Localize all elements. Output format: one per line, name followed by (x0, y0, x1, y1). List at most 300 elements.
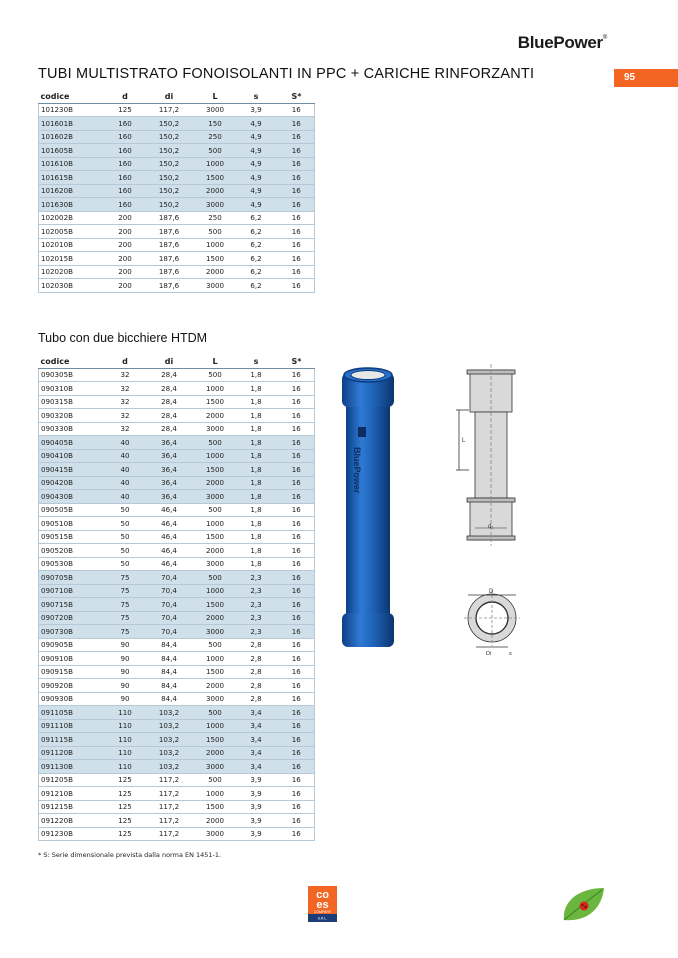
table-cell: 2000 (197, 476, 234, 490)
spec-table-multistrato (38, 90, 315, 293)
table-row (39, 184, 315, 198)
table-cell: 150,2 (142, 130, 197, 144)
table-cell: 1500 (197, 800, 234, 814)
column-header-1: d (109, 355, 142, 368)
table-cell: 091130B (39, 760, 109, 774)
table-cell: 32 (109, 382, 142, 396)
table-row (39, 760, 315, 774)
table-cell: 102015B (39, 252, 109, 266)
table-cell: 090405B (39, 436, 109, 450)
table-cell: 2,3 (234, 571, 279, 585)
table-cell: 090330B (39, 422, 109, 436)
leaf-ladybug-icon (560, 884, 606, 924)
table-cell: 40 (109, 449, 142, 463)
table-cell: 16 (279, 679, 315, 693)
section2-title: Tubo con due bicchiere HTDM (38, 331, 208, 345)
pipe-body (346, 387, 390, 627)
table-cell: 102002B (39, 211, 109, 225)
table-cell: 117,2 (142, 787, 197, 801)
table-cell: 32 (109, 395, 142, 409)
table-cell: 1000 (197, 517, 234, 531)
table-cell: 1500 (197, 530, 234, 544)
table-cell: 110 (109, 746, 142, 760)
table-cell: 125 (109, 800, 142, 814)
table-cell: 32 (109, 422, 142, 436)
table-cell: 16 (279, 692, 315, 706)
table-cell: 2,8 (234, 665, 279, 679)
table-cell: 1,8 (234, 395, 279, 409)
table-row (39, 814, 315, 828)
coes-logo-line1: co (316, 889, 329, 901)
table-row (39, 679, 315, 693)
table-row (39, 503, 315, 517)
table-cell: 4,9 (234, 171, 279, 185)
table-cell: 3,4 (234, 706, 279, 720)
table-cell: 70,4 (142, 598, 197, 612)
brand-logo (518, 33, 607, 53)
table-cell: 150,2 (142, 184, 197, 198)
table-cell: 4,9 (234, 117, 279, 131)
table-cell: 16 (279, 171, 315, 185)
drawing-label-s: s (509, 651, 512, 657)
table-cell: 3,9 (234, 787, 279, 801)
coes-logo-line2: es (316, 899, 329, 911)
table-cell: 46,4 (142, 530, 197, 544)
table-cell: 90 (109, 679, 142, 693)
table-cell: 103,2 (142, 733, 197, 747)
column-header-0: codice (39, 355, 109, 368)
table-cell: 110 (109, 706, 142, 720)
table-cell: 500 (197, 773, 234, 787)
table-cell: 16 (279, 382, 315, 396)
column-header-1: d (109, 90, 142, 103)
table-row (39, 252, 315, 266)
table-cell: 1000 (197, 787, 234, 801)
drawing-cross-section (464, 590, 520, 647)
table-cell: 101630B (39, 198, 109, 212)
table-cell: 4,9 (234, 198, 279, 212)
table-cell: 36,4 (142, 490, 197, 504)
table-cell: 117,2 (142, 103, 197, 117)
table-row (39, 733, 315, 747)
table-cell: 110 (109, 733, 142, 747)
table-cell: 3000 (197, 827, 234, 841)
table-cell: 090915B (39, 665, 109, 679)
table-cell: 6,2 (234, 211, 279, 225)
table-cell: 16 (279, 517, 315, 531)
table-cell: 16 (279, 211, 315, 225)
table-cell: 75 (109, 625, 142, 639)
table-cell: 16 (279, 422, 315, 436)
table-row (39, 746, 315, 760)
table-cell: 50 (109, 517, 142, 531)
table-cell: 70,4 (142, 625, 197, 639)
table-cell: 090905B (39, 638, 109, 652)
table-cell: 090410B (39, 449, 109, 463)
table-cell: 500 (197, 225, 234, 239)
table-cell: 101620B (39, 184, 109, 198)
drawing-side-view (456, 364, 515, 546)
table-cell: 1,8 (234, 530, 279, 544)
table-cell: 2,8 (234, 679, 279, 693)
brand-name: BluePower (517, 33, 603, 52)
table-cell: 1500 (197, 171, 234, 185)
table-cell: 1500 (197, 665, 234, 679)
table-row (39, 692, 315, 706)
table-cell: 16 (279, 638, 315, 652)
table-cell: 101615B (39, 171, 109, 185)
table-cell: 6,2 (234, 238, 279, 252)
table-cell: 2000 (197, 679, 234, 693)
table-cell: 2000 (197, 409, 234, 423)
table-cell: 103,2 (142, 746, 197, 760)
table-cell: 090930B (39, 692, 109, 706)
table-cell: 160 (109, 144, 142, 158)
table-cell: 36,4 (142, 449, 197, 463)
table-cell: 50 (109, 503, 142, 517)
table-cell: 16 (279, 157, 315, 171)
table-cell: 102020B (39, 265, 109, 279)
table-cell: 90 (109, 692, 142, 706)
section1-title: TUBI MULTISTRATO FONOISOLANTI IN PPC + CARICHE RINFORZANTI (38, 66, 535, 82)
coes-logo-line3: COMPANY (313, 910, 332, 914)
table-cell: 16 (279, 719, 315, 733)
table-cell: 2000 (197, 544, 234, 558)
table-cell: 101230B (39, 103, 109, 117)
table-cell: 32 (109, 409, 142, 423)
table-cell: 1,8 (234, 409, 279, 423)
table-cell: 187,6 (142, 279, 197, 293)
table-cell: 16 (279, 760, 315, 774)
table-cell: 32 (109, 368, 142, 382)
table-cell: 28,4 (142, 409, 197, 423)
table-cell: 3,9 (234, 773, 279, 787)
table-row (39, 571, 315, 585)
table-row (39, 463, 315, 477)
table-cell: 187,6 (142, 211, 197, 225)
table-cell: 16 (279, 746, 315, 760)
table-row (39, 395, 315, 409)
table-cell: 2,3 (234, 611, 279, 625)
table-row (39, 436, 315, 450)
table-cell: 2000 (197, 265, 234, 279)
table-cell: 090920B (39, 679, 109, 693)
table-row (39, 130, 315, 144)
table-cell: 187,6 (142, 252, 197, 266)
table-cell: 200 (109, 211, 142, 225)
table-cell: 84,4 (142, 638, 197, 652)
table-cell: 1000 (197, 449, 234, 463)
table-row (39, 557, 315, 571)
table-cell: 090430B (39, 490, 109, 504)
table-cell: 75 (109, 598, 142, 612)
table-cell: 1,8 (234, 382, 279, 396)
table-cell: 090910B (39, 652, 109, 666)
table-cell: 125 (109, 103, 142, 117)
table-cell: 200 (109, 238, 142, 252)
table-cell: 16 (279, 530, 315, 544)
table-cell: 16 (279, 476, 315, 490)
table-row (39, 706, 315, 720)
table-cell: 091110B (39, 719, 109, 733)
table-cell: 150,2 (142, 144, 197, 158)
table-cell: 102010B (39, 238, 109, 252)
table-cell: 1,8 (234, 490, 279, 504)
table-cell: 16 (279, 144, 315, 158)
table-row (39, 171, 315, 185)
table-cell: 16 (279, 773, 315, 787)
table-cell: 70,4 (142, 584, 197, 598)
table-cell: 3000 (197, 760, 234, 774)
table-cell: 150,2 (142, 198, 197, 212)
table-cell: 4,9 (234, 157, 279, 171)
table-cell: 70,4 (142, 611, 197, 625)
table-cell: 150,2 (142, 117, 197, 131)
table-cell: 16 (279, 463, 315, 477)
table-cell: 1,8 (234, 557, 279, 571)
table-cell: 1,8 (234, 544, 279, 558)
table-header-row (39, 90, 315, 103)
table-cell: 1500 (197, 252, 234, 266)
table-cell: 3,9 (234, 800, 279, 814)
table-row (39, 422, 315, 436)
table-cell: 16 (279, 265, 315, 279)
column-header-4: s (234, 90, 279, 103)
table-cell: 16 (279, 598, 315, 612)
table-cell: 090505B (39, 503, 109, 517)
table-cell: 103,2 (142, 706, 197, 720)
table-cell: 3000 (197, 198, 234, 212)
table-cell: 46,4 (142, 544, 197, 558)
table-cell: 3,9 (234, 103, 279, 117)
table-cell: 6,2 (234, 265, 279, 279)
table-cell: 50 (109, 557, 142, 571)
table-row (39, 238, 315, 252)
table-row (39, 773, 315, 787)
pipe-print-mark (358, 427, 366, 437)
table-cell: 16 (279, 503, 315, 517)
table-cell: 200 (109, 252, 142, 266)
table-cell: 2000 (197, 814, 234, 828)
table-cell: 150 (197, 117, 234, 131)
table-cell: 1,8 (234, 517, 279, 531)
column-header-0: codice (39, 90, 109, 103)
table-cell: 4,9 (234, 130, 279, 144)
drawing-label-L: L (462, 438, 466, 444)
table-row (39, 625, 315, 639)
table-row (39, 719, 315, 733)
table-cell: 160 (109, 171, 142, 185)
table-cell: 16 (279, 184, 315, 198)
table-cell: 1,8 (234, 368, 279, 382)
table-cell: 090520B (39, 544, 109, 558)
footnote: * S: Serie dimensionale prevista dalla norma EN 1451-1. (38, 851, 222, 859)
pipe-print-text: BluePower (352, 447, 362, 494)
table-row (39, 409, 315, 423)
table-cell: 16 (279, 544, 315, 558)
table-cell: 500 (197, 571, 234, 585)
table-cell: 16 (279, 787, 315, 801)
table-cell: 1,8 (234, 503, 279, 517)
table-cell: 36,4 (142, 463, 197, 477)
table-cell: 3000 (197, 625, 234, 639)
technical-drawing (455, 362, 530, 662)
table-cell: 16 (279, 625, 315, 639)
table-cell: 16 (279, 706, 315, 720)
table-row (39, 198, 315, 212)
table-row (39, 652, 315, 666)
table-cell: 84,4 (142, 665, 197, 679)
table-cell: 3000 (197, 490, 234, 504)
table-row (39, 279, 315, 293)
table-cell: 102030B (39, 279, 109, 293)
column-header-4: s (234, 355, 279, 368)
pipe-product-photo (338, 365, 402, 655)
table-cell: 091205B (39, 773, 109, 787)
table-cell: 2,8 (234, 692, 279, 706)
table-row (39, 368, 315, 382)
table-cell: 090420B (39, 476, 109, 490)
table-row (39, 530, 315, 544)
table-cell: 84,4 (142, 692, 197, 706)
table-cell: 1000 (197, 652, 234, 666)
table-cell: 46,4 (142, 517, 197, 531)
table-cell: 1000 (197, 157, 234, 171)
drawing-label-D: D (489, 589, 494, 595)
table-cell: 117,2 (142, 827, 197, 841)
table-row (39, 544, 315, 558)
table-cell: 187,6 (142, 238, 197, 252)
table-cell: 103,2 (142, 719, 197, 733)
table-row (39, 517, 315, 531)
column-header-5: S* (279, 355, 315, 368)
coes-logo-line4: S.R.L. (317, 916, 328, 921)
table-cell: 46,4 (142, 503, 197, 517)
table-row (39, 800, 315, 814)
table-row (39, 449, 315, 463)
table-cell: 16 (279, 198, 315, 212)
drawing-label-Di: Di (486, 651, 492, 657)
table-cell: 16 (279, 449, 315, 463)
table-cell: 16 (279, 733, 315, 747)
table-cell: 3,9 (234, 827, 279, 841)
table-cell: 090310B (39, 382, 109, 396)
table-cell: 16 (279, 395, 315, 409)
table-cell: 46,4 (142, 557, 197, 571)
table-cell: 16 (279, 117, 315, 131)
table-cell: 75 (109, 571, 142, 585)
table-cell: 3,4 (234, 760, 279, 774)
table-cell: 75 (109, 584, 142, 598)
table-cell: 16 (279, 827, 315, 841)
table-row (39, 598, 315, 612)
table-cell: 2000 (197, 746, 234, 760)
table-cell: 101602B (39, 130, 109, 144)
table-cell: 40 (109, 436, 142, 450)
table-cell: 90 (109, 665, 142, 679)
table-row (39, 638, 315, 652)
table-cell: 84,4 (142, 679, 197, 693)
pipe-bottom-socket (342, 613, 394, 647)
table-cell: 16 (279, 130, 315, 144)
table-cell: 1500 (197, 463, 234, 477)
table-cell: 125 (109, 814, 142, 828)
table-cell: 090730B (39, 625, 109, 639)
table-cell: 102005B (39, 225, 109, 239)
table-cell: 16 (279, 652, 315, 666)
table-cell: 16 (279, 103, 315, 117)
table-cell: 1,8 (234, 436, 279, 450)
table-cell: 2000 (197, 184, 234, 198)
table-cell: 090315B (39, 395, 109, 409)
table-cell: 28,4 (142, 395, 197, 409)
table-cell: 125 (109, 773, 142, 787)
table-cell: 500 (197, 638, 234, 652)
table-cell: 75 (109, 611, 142, 625)
table-cell: 50 (109, 530, 142, 544)
table-row (39, 103, 315, 117)
table-cell: 16 (279, 225, 315, 239)
table-row (39, 211, 315, 225)
table-cell: 2,3 (234, 625, 279, 639)
table-cell: 6,2 (234, 225, 279, 239)
table-cell: 160 (109, 184, 142, 198)
table-cell: 16 (279, 800, 315, 814)
table-cell: 3000 (197, 557, 234, 571)
table-cell: 16 (279, 368, 315, 382)
table-cell: 090305B (39, 368, 109, 382)
table-cell: 500 (197, 706, 234, 720)
table-cell: 117,2 (142, 773, 197, 787)
table-cell: 500 (197, 144, 234, 158)
table-cell: 1,8 (234, 476, 279, 490)
table-row (39, 584, 315, 598)
table-cell: 091220B (39, 814, 109, 828)
table-cell: 1000 (197, 719, 234, 733)
table-cell: 90 (109, 652, 142, 666)
table-row (39, 265, 315, 279)
table-cell: 090530B (39, 557, 109, 571)
column-header-3: L (197, 90, 234, 103)
table-cell: 1,8 (234, 422, 279, 436)
table-cell: 6,2 (234, 252, 279, 266)
table-cell: 36,4 (142, 436, 197, 450)
table-cell: 6,2 (234, 279, 279, 293)
table-cell: 3000 (197, 422, 234, 436)
table-cell: 500 (197, 503, 234, 517)
table-cell: 2,8 (234, 638, 279, 652)
table-cell: 40 (109, 476, 142, 490)
table-cell: 1500 (197, 598, 234, 612)
table-cell: 090415B (39, 463, 109, 477)
table-cell: 101605B (39, 144, 109, 158)
table-cell: 16 (279, 611, 315, 625)
table-row (39, 490, 315, 504)
table-cell: 110 (109, 760, 142, 774)
table-cell: 1,8 (234, 449, 279, 463)
table-row (39, 117, 315, 131)
table-cell: 160 (109, 157, 142, 171)
table-cell: 091105B (39, 706, 109, 720)
spec-table-htdm (38, 355, 315, 841)
table-cell: 16 (279, 279, 315, 293)
table-cell: 28,4 (142, 382, 197, 396)
table-cell: 16 (279, 571, 315, 585)
table-cell: 091230B (39, 827, 109, 841)
table-row (39, 225, 315, 239)
column-header-2: di (142, 355, 197, 368)
table-cell: 090710B (39, 584, 109, 598)
